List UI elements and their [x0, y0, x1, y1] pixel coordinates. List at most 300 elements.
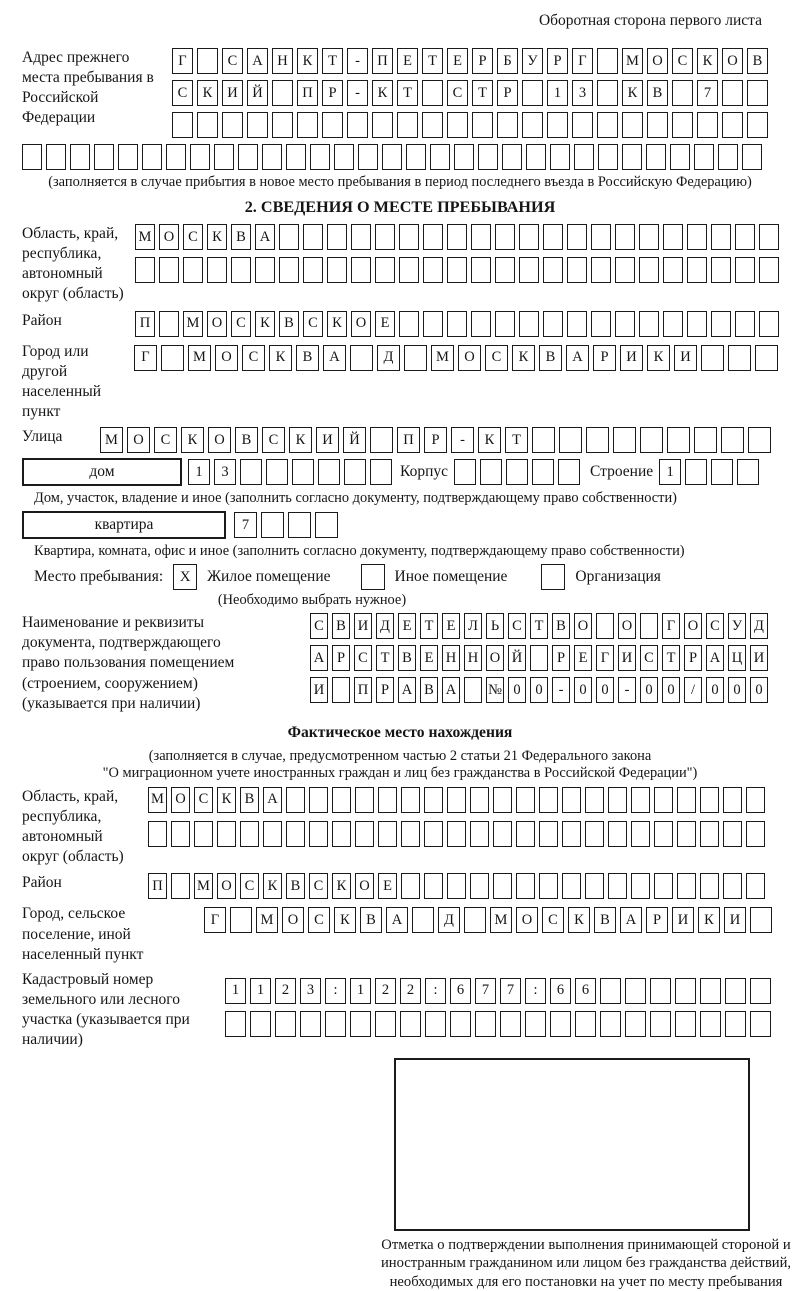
char-box[interactable] — [700, 1011, 721, 1037]
char-box[interactable] — [654, 873, 673, 899]
char-box[interactable] — [608, 821, 627, 847]
char-box[interactable] — [350, 345, 373, 371]
char-box[interactable] — [694, 427, 717, 453]
char-box[interactable] — [272, 112, 293, 138]
char-box[interactable] — [471, 257, 491, 283]
char-box[interactable]: Р — [547, 48, 568, 74]
char-box[interactable]: О — [684, 613, 702, 639]
char-box[interactable] — [424, 821, 443, 847]
char-box[interactable]: П — [354, 677, 372, 703]
char-box[interactable] — [230, 907, 252, 933]
char-box[interactable]: А — [323, 345, 346, 371]
char-box[interactable] — [332, 821, 351, 847]
char-box[interactable]: У — [522, 48, 543, 74]
char-box[interactable] — [372, 112, 393, 138]
char-box[interactable] — [701, 345, 724, 371]
char-box[interactable]: - — [347, 80, 368, 106]
char-box[interactable]: К — [698, 907, 720, 933]
char-box[interactable]: № — [486, 677, 504, 703]
char-box[interactable]: Б — [497, 48, 518, 74]
char-box[interactable] — [425, 1011, 446, 1037]
char-box[interactable] — [355, 821, 374, 847]
char-box[interactable]: О — [208, 427, 231, 453]
char-box[interactable] — [118, 144, 138, 170]
char-box[interactable] — [597, 80, 618, 106]
char-box[interactable] — [222, 112, 243, 138]
char-box[interactable]: У — [728, 613, 746, 639]
char-box[interactable]: 1 — [659, 459, 681, 485]
char-box[interactable] — [525, 1011, 546, 1037]
char-box[interactable] — [575, 1011, 596, 1037]
char-box[interactable]: Р — [552, 645, 570, 671]
char-box[interactable] — [622, 112, 643, 138]
char-box[interactable] — [190, 144, 210, 170]
char-box[interactable]: О — [171, 787, 190, 813]
char-box[interactable]: С — [303, 311, 323, 337]
char-box[interactable] — [493, 787, 512, 813]
char-box[interactable] — [22, 144, 42, 170]
char-box[interactable]: А — [255, 224, 275, 250]
char-box[interactable]: О — [722, 48, 743, 74]
char-box[interactable]: 6 — [575, 978, 596, 1004]
char-box[interactable] — [471, 224, 491, 250]
char-box[interactable] — [586, 427, 609, 453]
char-box[interactable] — [454, 144, 474, 170]
char-box[interactable] — [597, 48, 618, 74]
char-box[interactable] — [672, 112, 693, 138]
char-box[interactable] — [286, 787, 305, 813]
char-box[interactable] — [370, 459, 392, 485]
char-box[interactable] — [746, 873, 765, 899]
char-box[interactable] — [495, 224, 515, 250]
char-box[interactable] — [207, 257, 227, 283]
char-box[interactable] — [450, 1011, 471, 1037]
char-box[interactable]: 3 — [572, 80, 593, 106]
char-box[interactable] — [721, 427, 744, 453]
char-box[interactable] — [401, 787, 420, 813]
char-box[interactable]: А — [566, 345, 589, 371]
char-box[interactable] — [423, 224, 443, 250]
char-box[interactable] — [625, 978, 646, 1004]
char-box[interactable]: П — [372, 48, 393, 74]
char-box[interactable] — [464, 677, 482, 703]
char-box[interactable] — [543, 224, 563, 250]
char-box[interactable] — [480, 459, 502, 485]
char-box[interactable]: О — [486, 645, 504, 671]
char-box[interactable] — [759, 311, 779, 337]
char-box[interactable] — [748, 427, 771, 453]
char-box[interactable]: Е — [375, 311, 395, 337]
char-box[interactable] — [422, 112, 443, 138]
char-box[interactable]: Е — [442, 613, 460, 639]
char-box[interactable]: К — [372, 80, 393, 106]
char-box[interactable] — [722, 80, 743, 106]
char-box[interactable]: Р — [332, 645, 350, 671]
char-box[interactable] — [447, 112, 468, 138]
char-box[interactable]: 1 — [250, 978, 271, 1004]
char-box[interactable]: М — [183, 311, 203, 337]
char-box[interactable]: К — [263, 873, 282, 899]
char-box[interactable] — [558, 459, 580, 485]
char-box[interactable] — [472, 112, 493, 138]
char-box[interactable] — [677, 873, 696, 899]
char-box[interactable]: Т — [662, 645, 680, 671]
char-box[interactable] — [562, 787, 581, 813]
char-box[interactable] — [159, 257, 179, 283]
char-box[interactable] — [550, 144, 570, 170]
char-box[interactable]: 1 — [350, 978, 371, 1004]
char-box[interactable]: О — [351, 311, 371, 337]
char-box[interactable] — [171, 821, 190, 847]
char-box[interactable] — [470, 821, 489, 847]
char-box[interactable]: С — [240, 873, 259, 899]
char-box[interactable] — [497, 112, 518, 138]
char-box[interactable] — [591, 311, 611, 337]
char-box[interactable] — [332, 787, 351, 813]
char-box[interactable]: К — [289, 427, 312, 453]
char-box[interactable]: К — [207, 224, 227, 250]
char-box[interactable]: 0 — [750, 677, 768, 703]
char-box[interactable]: 0 — [640, 677, 658, 703]
char-box[interactable]: К — [647, 345, 670, 371]
char-box[interactable] — [516, 821, 535, 847]
char-box[interactable]: 0 — [574, 677, 592, 703]
char-box[interactable]: Г — [172, 48, 193, 74]
char-box[interactable]: С — [447, 80, 468, 106]
char-box[interactable]: В — [647, 80, 668, 106]
char-box[interactable]: П — [148, 873, 167, 899]
char-box[interactable] — [700, 873, 719, 899]
char-box[interactable]: Г — [572, 48, 593, 74]
char-box[interactable] — [493, 873, 512, 899]
char-box[interactable] — [471, 311, 491, 337]
char-box[interactable] — [401, 873, 420, 899]
char-box[interactable]: Т — [376, 645, 394, 671]
char-box[interactable]: В — [296, 345, 319, 371]
char-box[interactable] — [723, 821, 742, 847]
char-box[interactable] — [663, 224, 683, 250]
char-box[interactable] — [422, 80, 443, 106]
char-box[interactable]: 7 — [697, 80, 718, 106]
char-box[interactable] — [600, 1011, 621, 1037]
char-box[interactable]: 2 — [400, 978, 421, 1004]
char-box[interactable] — [303, 224, 323, 250]
char-box[interactable] — [747, 80, 768, 106]
char-box[interactable] — [585, 873, 604, 899]
char-box[interactable]: К — [327, 311, 347, 337]
char-box[interactable]: Н — [272, 48, 293, 74]
char-box[interactable]: М — [135, 224, 155, 250]
char-box[interactable]: М — [256, 907, 278, 933]
char-box[interactable]: О — [215, 345, 238, 371]
char-box[interactable] — [711, 311, 731, 337]
char-box[interactable] — [539, 821, 558, 847]
char-box[interactable] — [735, 311, 755, 337]
char-box[interactable] — [375, 1011, 396, 1037]
char-box[interactable] — [735, 257, 755, 283]
char-box[interactable]: И — [618, 645, 636, 671]
char-box[interactable]: М — [194, 873, 213, 899]
char-box[interactable]: К — [197, 80, 218, 106]
char-box[interactable] — [240, 459, 262, 485]
char-box[interactable] — [399, 257, 419, 283]
char-box[interactable] — [700, 821, 719, 847]
char-box[interactable]: О — [574, 613, 592, 639]
char-box[interactable] — [70, 144, 90, 170]
char-box[interactable]: А — [247, 48, 268, 74]
char-box[interactable] — [613, 427, 636, 453]
char-box[interactable] — [631, 821, 650, 847]
char-box[interactable] — [495, 257, 515, 283]
char-box[interactable] — [522, 80, 543, 106]
char-box[interactable] — [646, 144, 666, 170]
char-box[interactable]: С — [242, 345, 265, 371]
char-box[interactable]: А — [310, 645, 328, 671]
char-box[interactable] — [225, 1011, 246, 1037]
char-box[interactable] — [725, 1011, 746, 1037]
char-box[interactable]: Р — [497, 80, 518, 106]
char-box[interactable] — [723, 787, 742, 813]
char-box[interactable]: М — [431, 345, 454, 371]
char-box[interactable]: Р — [646, 907, 668, 933]
char-box[interactable]: В — [231, 224, 251, 250]
char-box[interactable] — [375, 257, 395, 283]
char-box[interactable] — [495, 311, 515, 337]
char-box[interactable] — [585, 787, 604, 813]
char-box[interactable] — [647, 112, 668, 138]
char-box[interactable] — [532, 427, 555, 453]
char-box[interactable] — [344, 459, 366, 485]
char-box[interactable]: К — [269, 345, 292, 371]
char-box[interactable] — [500, 1011, 521, 1037]
char-box[interactable]: О — [355, 873, 374, 899]
char-box[interactable] — [378, 787, 397, 813]
char-box[interactable]: 6 — [450, 978, 471, 1004]
char-box[interactable] — [543, 311, 563, 337]
char-box[interactable]: 1 — [188, 459, 210, 485]
char-box[interactable]: О — [458, 345, 481, 371]
char-box[interactable]: Г — [662, 613, 680, 639]
char-box[interactable]: Д — [438, 907, 460, 933]
char-box[interactable]: Т — [422, 48, 443, 74]
char-box[interactable] — [600, 978, 621, 1004]
stay-type-checkbox-residential[interactable]: X — [173, 564, 197, 590]
char-box[interactable] — [318, 459, 340, 485]
stay-type-checkbox-organization[interactable] — [541, 564, 565, 590]
char-box[interactable] — [639, 257, 659, 283]
char-box[interactable] — [506, 459, 528, 485]
char-box[interactable] — [397, 112, 418, 138]
char-box[interactable] — [567, 257, 587, 283]
char-box[interactable]: О — [217, 873, 236, 899]
char-box[interactable]: С — [672, 48, 693, 74]
char-box[interactable]: В — [240, 787, 259, 813]
char-box[interactable] — [240, 821, 259, 847]
char-box[interactable] — [650, 978, 671, 1004]
char-box[interactable]: О — [647, 48, 668, 74]
char-box[interactable]: Р — [424, 427, 447, 453]
char-box[interactable]: - — [347, 48, 368, 74]
char-box[interactable] — [399, 224, 419, 250]
char-box[interactable]: Т — [472, 80, 493, 106]
char-box[interactable]: В — [747, 48, 768, 74]
char-box[interactable] — [742, 144, 762, 170]
char-box[interactable]: П — [135, 311, 155, 337]
char-box[interactable] — [217, 821, 236, 847]
char-box[interactable] — [470, 873, 489, 899]
char-box[interactable] — [532, 459, 554, 485]
char-box[interactable]: О — [127, 427, 150, 453]
char-box[interactable] — [567, 224, 587, 250]
char-box[interactable] — [399, 311, 419, 337]
char-box[interactable] — [711, 224, 731, 250]
char-box[interactable] — [677, 821, 696, 847]
char-box[interactable]: Л — [464, 613, 482, 639]
char-box[interactable] — [737, 459, 759, 485]
char-box[interactable] — [750, 907, 772, 933]
char-box[interactable]: Р — [376, 677, 394, 703]
char-box[interactable] — [378, 821, 397, 847]
char-box[interactable]: С — [194, 787, 213, 813]
char-box[interactable] — [261, 512, 284, 538]
char-box[interactable]: А — [386, 907, 408, 933]
char-box[interactable] — [161, 345, 184, 371]
char-box[interactable]: С — [508, 613, 526, 639]
char-box[interactable]: П — [397, 427, 420, 453]
char-box[interactable]: С — [222, 48, 243, 74]
char-box[interactable] — [574, 144, 594, 170]
char-box[interactable] — [640, 613, 658, 639]
char-box[interactable] — [687, 311, 707, 337]
char-box[interactable] — [694, 144, 714, 170]
char-box[interactable] — [447, 257, 467, 283]
char-box[interactable]: А — [263, 787, 282, 813]
char-box[interactable]: В — [360, 907, 382, 933]
char-box[interactable] — [711, 257, 731, 283]
char-box[interactable] — [351, 257, 371, 283]
char-box[interactable] — [475, 1011, 496, 1037]
char-box[interactable] — [263, 821, 282, 847]
char-box[interactable] — [447, 224, 467, 250]
char-box[interactable]: М — [490, 907, 512, 933]
char-box[interactable]: И — [310, 677, 328, 703]
char-box[interactable] — [591, 224, 611, 250]
char-box[interactable] — [526, 144, 546, 170]
char-box[interactable] — [303, 257, 323, 283]
char-box[interactable] — [470, 787, 489, 813]
char-box[interactable] — [539, 873, 558, 899]
char-box[interactable] — [687, 257, 707, 283]
char-box[interactable] — [516, 873, 535, 899]
char-box[interactable]: Ь — [486, 613, 504, 639]
char-box[interactable]: К — [622, 80, 643, 106]
char-box[interactable] — [631, 873, 650, 899]
char-box[interactable] — [327, 224, 347, 250]
char-box[interactable] — [675, 978, 696, 1004]
char-box[interactable] — [675, 1011, 696, 1037]
char-box[interactable] — [309, 787, 328, 813]
char-box[interactable]: Р — [472, 48, 493, 74]
char-box[interactable]: М — [188, 345, 211, 371]
char-box[interactable] — [194, 821, 213, 847]
char-box[interactable]: Г — [596, 645, 614, 671]
char-box[interactable] — [288, 512, 311, 538]
char-box[interactable]: К — [568, 907, 590, 933]
char-box[interactable]: Т — [322, 48, 343, 74]
char-box[interactable] — [591, 257, 611, 283]
char-box[interactable]: В — [332, 613, 350, 639]
char-box[interactable]: В — [594, 907, 616, 933]
char-box[interactable]: 0 — [662, 677, 680, 703]
char-box[interactable]: Н — [442, 645, 460, 671]
char-box[interactable]: С — [485, 345, 508, 371]
char-box[interactable] — [279, 257, 299, 283]
char-box[interactable] — [300, 1011, 321, 1037]
char-box[interactable] — [447, 821, 466, 847]
char-box[interactable]: 2 — [375, 978, 396, 1004]
char-box[interactable] — [728, 345, 751, 371]
char-box[interactable] — [718, 144, 738, 170]
char-box[interactable] — [400, 1011, 421, 1037]
char-box[interactable] — [454, 459, 476, 485]
char-box[interactable]: А — [706, 645, 724, 671]
char-box[interactable] — [172, 112, 193, 138]
char-box[interactable]: 0 — [706, 677, 724, 703]
char-box[interactable] — [550, 1011, 571, 1037]
char-box[interactable] — [292, 459, 314, 485]
char-box[interactable]: Д — [750, 613, 768, 639]
char-box[interactable] — [334, 144, 354, 170]
char-box[interactable] — [266, 459, 288, 485]
char-box[interactable] — [608, 787, 627, 813]
char-box[interactable] — [166, 144, 186, 170]
char-box[interactable] — [670, 144, 690, 170]
char-box[interactable] — [685, 459, 707, 485]
char-box[interactable]: 3 — [300, 978, 321, 1004]
char-box[interactable]: : — [325, 978, 346, 1004]
char-box[interactable]: Е — [378, 873, 397, 899]
char-box[interactable]: О — [282, 907, 304, 933]
char-box[interactable] — [543, 257, 563, 283]
char-box[interactable] — [746, 787, 765, 813]
char-box[interactable]: И — [750, 645, 768, 671]
char-box[interactable]: Е — [397, 48, 418, 74]
char-box[interactable]: Е — [420, 645, 438, 671]
char-box[interactable] — [585, 821, 604, 847]
char-box[interactable]: 0 — [530, 677, 548, 703]
char-box[interactable]: С — [183, 224, 203, 250]
char-box[interactable]: В — [235, 427, 258, 453]
char-box[interactable] — [530, 645, 548, 671]
char-box[interactable] — [639, 311, 659, 337]
char-box[interactable] — [750, 978, 771, 1004]
char-box[interactable] — [700, 787, 719, 813]
char-box[interactable]: - — [618, 677, 636, 703]
char-box[interactable] — [255, 257, 275, 283]
char-box[interactable]: И — [222, 80, 243, 106]
char-box[interactable]: О — [207, 311, 227, 337]
char-box[interactable]: С — [262, 427, 285, 453]
char-box[interactable] — [464, 907, 486, 933]
char-box[interactable]: М — [100, 427, 123, 453]
char-box[interactable]: С — [172, 80, 193, 106]
char-box[interactable]: И — [354, 613, 372, 639]
char-box[interactable] — [615, 224, 635, 250]
char-box[interactable] — [650, 1011, 671, 1037]
char-box[interactable]: М — [622, 48, 643, 74]
char-box[interactable] — [615, 257, 635, 283]
char-box[interactable]: С — [310, 613, 328, 639]
